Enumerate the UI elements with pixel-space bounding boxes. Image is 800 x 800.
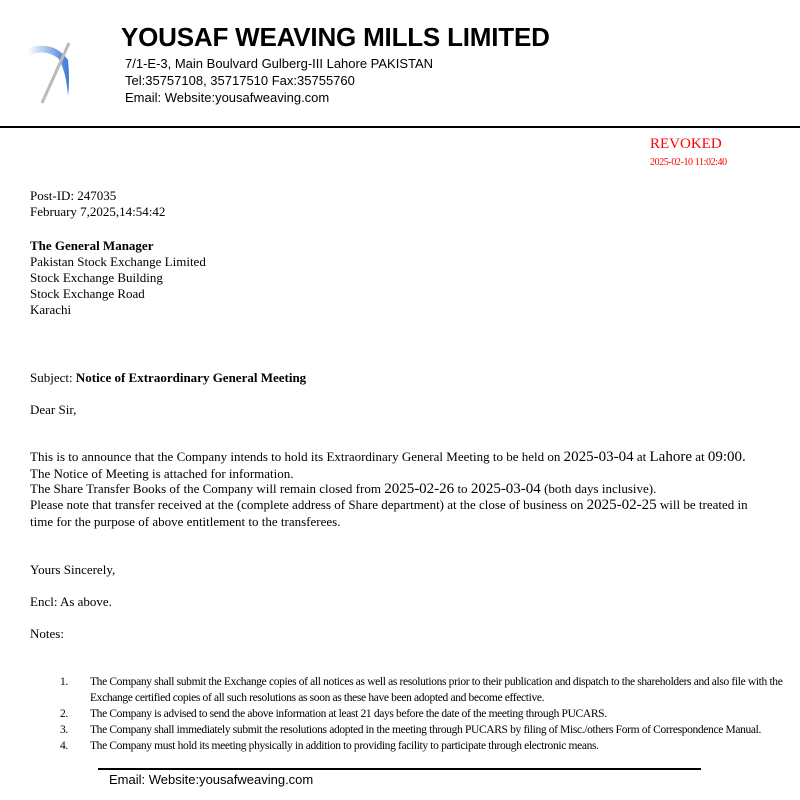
list-item bbox=[60, 674, 790, 706]
list-text: The Company must hold its meeting physically in addition to providing facility to participate through electronic means. bbox=[90, 740, 599, 752]
text: at bbox=[633, 449, 650, 464]
post-id: Post-ID: 247035 bbox=[30, 188, 117, 203]
footer-email: Email: Website:yousafweaving.com bbox=[109, 772, 314, 787]
enclosure: Encl: As above. bbox=[30, 594, 112, 609]
closing: Yours Sincerely, bbox=[30, 562, 116, 577]
paragraph-transfer-cont: time for the purpose of above entitlement to the transferees. bbox=[30, 514, 341, 529]
needle-logo-icon bbox=[24, 40, 74, 106]
text: will be treated in bbox=[656, 497, 748, 512]
list-text: The Company is advised to send the above information at least 21 days before the date of the meeting through PUCARS. bbox=[90, 708, 607, 720]
recipient-line: Stock Exchange Road bbox=[30, 286, 145, 301]
status-badge: REVOKED bbox=[650, 136, 722, 152]
footer-divider bbox=[98, 768, 701, 770]
text: (both days inclusive). bbox=[540, 481, 657, 496]
recipient-line: Stock Exchange Building bbox=[30, 270, 163, 285]
text: to bbox=[454, 481, 471, 496]
subject-line bbox=[30, 370, 306, 386]
notes-list bbox=[60, 674, 790, 754]
company-email: Email: Website:yousafweaving.com bbox=[125, 90, 330, 105]
recipient-line: Karachi bbox=[30, 302, 72, 317]
list-text: The Company shall immediately submit the resolutions adopted in the meeting through PUCARS by filing of Misc./others Form of Correspondence Manual. bbox=[90, 724, 762, 736]
list-item bbox=[60, 722, 790, 738]
paragraph-transfer bbox=[30, 497, 748, 514]
meeting-date: 2025-03-04 bbox=[563, 449, 634, 465]
list-number: 2. bbox=[60, 708, 68, 720]
meeting-place: Lahore bbox=[649, 449, 692, 465]
close-from-date: 2025-02-26 bbox=[384, 481, 455, 497]
list-text: The Company shall submit the Exchange copies of all notices as well as resolutions prior to their publication and dispatch to the shareholders and also file with the Exchange certified copies of all such resolutions as soon as these have been adopted and become effective. bbox=[90, 676, 783, 704]
close-to-date: 2025-03-04 bbox=[470, 481, 541, 497]
recipient-line: Pakistan Stock Exchange Limited bbox=[30, 254, 206, 269]
status-timestamp: 2025-02-10 11:02:40 bbox=[650, 157, 727, 168]
paragraph-meeting bbox=[30, 449, 746, 466]
notes-label: Notes: bbox=[30, 626, 64, 641]
text: at bbox=[691, 449, 708, 464]
list-item bbox=[60, 738, 790, 754]
list-number: 1. bbox=[60, 676, 68, 688]
header-divider bbox=[0, 126, 800, 128]
meeting-time: 09:00. bbox=[707, 449, 746, 465]
notes-viewport bbox=[0, 660, 800, 768]
company-logo bbox=[24, 40, 74, 106]
text: Please note that transfer received at the (complete address of Share department) at the close of business on bbox=[30, 497, 587, 512]
subject-label: Subject: bbox=[30, 370, 73, 385]
letter-date: February 7,2025,14:54:42 bbox=[30, 204, 166, 219]
transfer-date: 2025-02-25 bbox=[586, 497, 657, 513]
list-item bbox=[60, 706, 790, 722]
company-phone: Tel:35757108, 35717510 Fax:35755760 bbox=[125, 73, 355, 88]
recipient-title: The General Manager bbox=[30, 238, 154, 253]
salutation: Dear Sir, bbox=[30, 402, 77, 417]
text: The Share Transfer Books of the Company will remain closed from bbox=[30, 481, 385, 496]
list-number: 4. bbox=[60, 740, 68, 752]
company-address: 7/1-E-3, Main Boulvard Gulberg-III Lahore PAKISTAN bbox=[125, 56, 434, 71]
list-number: 3. bbox=[60, 724, 68, 736]
subject-text: Notice of Extraordinary General Meeting bbox=[75, 370, 307, 385]
paragraph-notice: The Notice of Meeting is attached for information. bbox=[30, 466, 294, 481]
paragraph-books bbox=[30, 481, 656, 498]
company-name: YOUSAF WEAVING MILLS LIMITED bbox=[121, 22, 550, 52]
text: This is to announce that the Company intends to hold its Extraordinary General Meeting to be held on bbox=[30, 449, 564, 464]
